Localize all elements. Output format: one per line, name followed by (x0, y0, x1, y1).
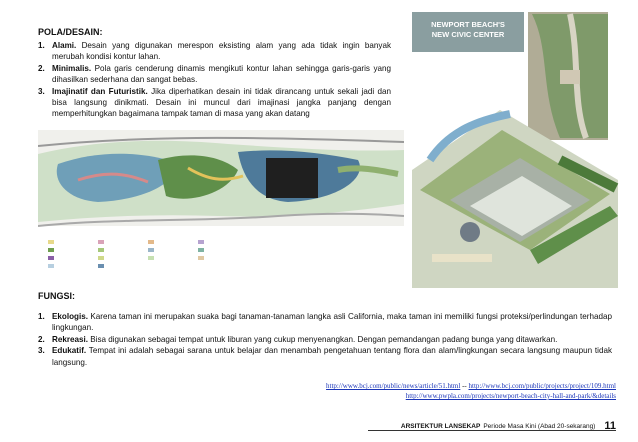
list-number: 2. (38, 334, 45, 344)
pola-item-imajinatif (38, 86, 391, 120)
footer-period: Periode Masa Kini (Abad 20-sekarang) (483, 422, 596, 430)
list-text: Desain yang digunakan merespon eksisting alam yang ada tidak ingin banyak merubah kondisi kontur lahan. (52, 41, 391, 62)
sources-line-1 (326, 381, 616, 391)
sources-line-2 (326, 391, 616, 401)
list-term: Alami. (52, 41, 77, 50)
list-text: Tempat ini adalah sebagai sarana untuk belajar dan menambah pengetahuan tentang flora dan alam/lingkungan secara langsung maupun tidak langsung. (52, 346, 612, 367)
list-text: Bisa digunakan sebagai tempat untuk liburan yang cukup menyenangkan. Dengan pemandangan padang bunga yang ditawarkan. (88, 334, 558, 344)
footer-course-title: ARSITEKTUR LANSEKAP (400, 422, 481, 430)
list-text: Pola garis cenderung dinamis mengikuti kontur lahan sehingga garis-garis yang dihasilkan sederhana dan sangat bebas. (52, 63, 391, 85)
list-term: Rekreasi. (52, 334, 88, 344)
list-term: Ekologis. (52, 312, 88, 321)
list-number: 3. (38, 346, 45, 356)
source-link-bcj-project[interactable]: http://www.bcj.com/public/projects/project/109.html (468, 382, 616, 390)
fungsi-item-edukatif (38, 345, 612, 368)
page-number: 11 (604, 420, 616, 432)
list-term: Imajinatif dan Futuristik. (52, 86, 148, 96)
list-number: 1. (38, 312, 45, 321)
fungsi-item-rekreasi (38, 334, 612, 345)
civic-center-illustration (410, 10, 620, 288)
poster-title (416, 20, 520, 40)
pola-heading: POLA/DESAIN: (38, 27, 103, 37)
pola-item-alami (38, 40, 391, 63)
list-term: Minimalis. (52, 63, 92, 73)
footer-divider (368, 430, 616, 431)
fungsi-list (38, 311, 612, 368)
source-link-pwpla[interactable]: http://www.pwpla.com/projects/newport-beach-city-hall-and-park/&details (405, 392, 616, 400)
pola-item-minimalis (38, 63, 391, 86)
poster-title-line1: NEWPORT BEACH'S (431, 20, 505, 29)
site-plan-image (38, 130, 404, 278)
list-number: 2. (38, 63, 45, 73)
fungsi-item-ekologis (38, 311, 612, 334)
list-number: 3. (38, 86, 45, 96)
source-separator: -- (462, 382, 467, 390)
source-link-bcj-article[interactable]: http://www.bcj.com/public/news/article/51.html (326, 382, 461, 390)
list-text: Karena taman ini merupakan suaka bagi tanaman-tanaman langka asli California, maka taman ini memiliki fungsi proteksi/perlindungan terhadap lingkungan. (52, 312, 612, 333)
sources (326, 381, 616, 401)
pola-list (38, 40, 391, 120)
poster-title-line2: NEW CIVIC CENTER (431, 30, 505, 39)
list-text: Jika diperhatikan desain ini tidak dirancang untuk sekali jadi dan bisa langsung dinikmati. Desain ini muncul dari imajinasi jangka panjang dengan memperhitungkan bagaimana tampak taman di masa yang akan datang (52, 86, 391, 119)
list-number: 1. (38, 41, 45, 50)
fungsi-heading: FUNGSI: (38, 291, 75, 301)
list-term: Edukatif. (52, 346, 87, 356)
